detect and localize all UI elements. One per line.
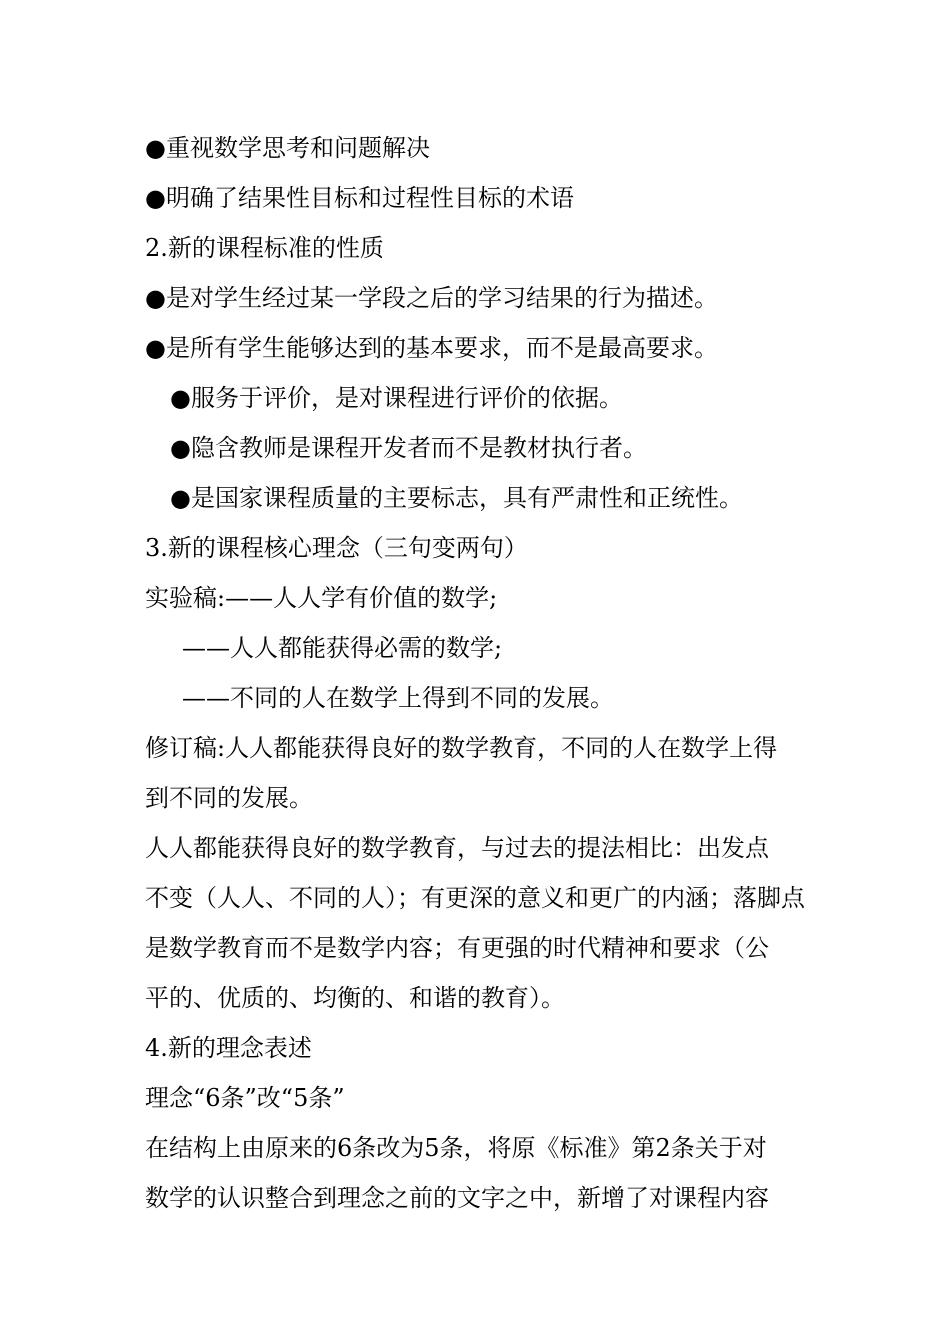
paragraph-line-2: 不变（人人、不同的人）；有更深的意义和更广的内涵；落脚点	[145, 884, 805, 912]
section-heading-3: 3.新的课程核心理念（三句变两句）	[145, 534, 528, 562]
bullet-goal-terms: ●明确了结果性目标和过程性目标的术语	[145, 184, 574, 212]
concept-change-line: 理念“6条”改“5条”	[145, 1084, 345, 1112]
section-heading-2: 2.新的课程标准的性质	[145, 234, 384, 262]
draft-line-1: 实验稿:——人人学有价值的数学;	[145, 584, 498, 612]
paragraph-line-1: 人人都能获得良好的数学教育，与过去的提法相比：出发点	[145, 834, 769, 862]
paragraph-line-3: 是数学教育而不是数学内容；有更强的时代精神和要求（公	[145, 934, 769, 962]
structure-line-1: 在结构上由原来的6条改为5条，将原《标准》第2条关于对	[145, 1134, 767, 1162]
bullet-teacher-developer: ●隐含教师是课程开发者而不是教材执行者。	[170, 434, 647, 462]
bullet-emphasis-thinking: ●重视数学思考和问题解决	[145, 134, 430, 162]
revision-line-2: 到不同的发展。	[145, 784, 313, 812]
revision-line-1: 修订稿:人人都能获得良好的数学教育，不同的人在数学上得	[145, 734, 778, 762]
bullet-behavior-description: ●是对学生经过某一学段之后的学习结果的行为描述。	[145, 284, 718, 312]
draft-line-2: ——人人都能获得必需的数学;	[182, 634, 503, 662]
structure-line-2: 数学的认识整合到理念之前的文字之中，新增了对课程内容	[145, 1184, 769, 1212]
section-heading-4: 4.新的理念表述	[145, 1034, 312, 1062]
bullet-quality-mark: ●是国家课程质量的主要标志，具有严肃性和正统性。	[170, 484, 743, 512]
paragraph-line-4: 平的、优质的、均衡的、和谐的教育）。	[145, 984, 565, 1012]
bullet-serve-evaluation: ●服务于评价，是对课程进行评价的依据。	[170, 384, 623, 412]
bullet-basic-requirement: ●是所有学生能够达到的基本要求，而不是最高要求。	[145, 334, 718, 362]
draft-line-3: ——不同的人在数学上得到不同的发展。	[182, 684, 614, 712]
